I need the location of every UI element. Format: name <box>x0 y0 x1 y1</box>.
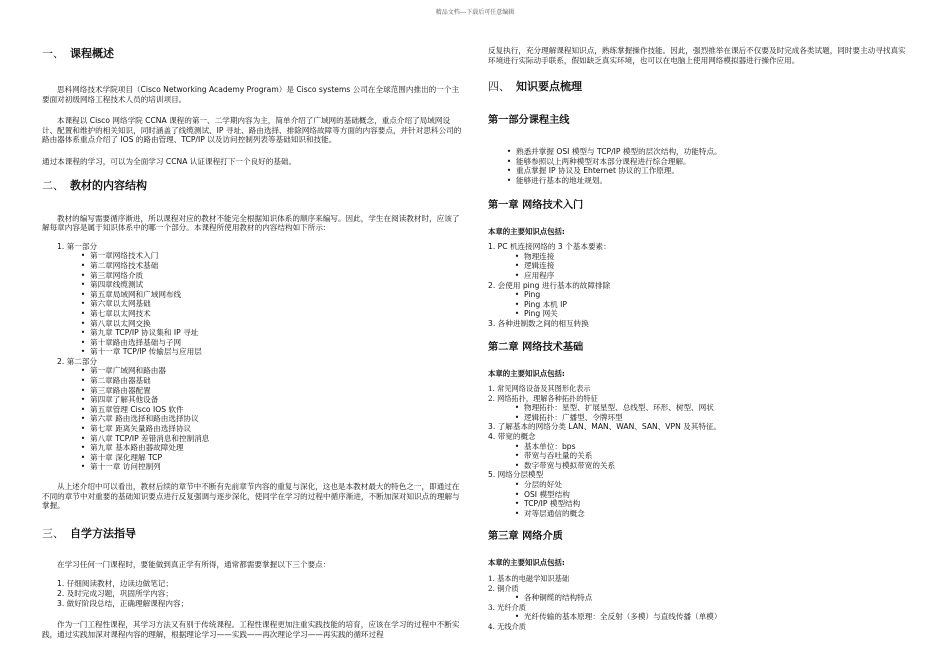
list-item: 2. 会使用 ping 进行基本的故障排除 <box>488 280 611 290</box>
list-item: • 数字带宽与模拟带宽的关系 <box>524 461 913 471</box>
list-item: • 重点掌握 IP 协议及 Ehternet 协议的工作原理。 <box>516 166 913 176</box>
list-item: • 第七章以太网技术 <box>90 309 462 319</box>
continued-paragraph: 反复执行，充分理解课程知识点，熟练掌握操作技能。因此，强烈推举在课后不仅要及时完成各类试题，同时要主动寻找真实环境进行实际动手联系，假如缺乏真实环境，也可以在电脑上使用网络模拟器进行操作应用。 <box>488 46 906 65</box>
list-item: • 基本单位：bps <box>524 442 913 452</box>
part-1-label: 1. 第一部分 <box>57 241 98 251</box>
list-item: • 第一章广域网和路由器 <box>90 366 462 376</box>
s2-paragraph-2: 从上述介绍中可以看出，教材后续的章节中不断有先前章节内容的重复与深化，这也是本教材最大的特色之一，即通过在不同的章节中对重要的基础知识要点进行反复强调与逐步深化，使同学在学习的过程中循序渐进，不断加深对知识点的理解与掌握。 <box>42 482 460 511</box>
list-item: • 逻辑连接 <box>524 261 913 271</box>
part-1-list <box>42 251 462 357</box>
list-item: • 第九章 TCP/IP 协议集和 IP 寻址 <box>90 328 462 338</box>
section-4-heading: 四、 知识要点梳理 <box>488 80 582 94</box>
part-2-list <box>42 366 462 472</box>
chapter-1-title: 第一章 网络技术入门 <box>488 199 584 211</box>
list-item: • 对等层通信的概念 <box>524 509 913 519</box>
s1-paragraph-3: 通过本课程的学习，可以为全面学习 CCNA 认证课程打下一个良好的基础。 <box>42 156 297 166</box>
list-item: 4. 带宽的概念 <box>488 432 536 442</box>
list-item: • 第四章了解其他设备 <box>90 395 462 405</box>
list-item: • 物理拓扑：星型、扩展星型、总线型、环形、树型、网状 <box>524 403 913 413</box>
s1-paragraph-2: 本课程以 Cisco 网络学院 CCNA 课程的第一、二学期内容为主，简单介绍了广域网的基础概念，重点介绍了局域网设计、配置和维护的相关知识，同时涵盖了线缆测试、IP 寻址、路由选择、排除网络故障等方面的内容要点，并针对思科公司的路由器体系重点介绍了 IOS 的路由管理、TCP/IP 以及访问控制列表等基础知识和技能。 <box>42 116 462 145</box>
list-item: • 第八章 TCP/IP 差错消息和控制消息 <box>90 434 462 444</box>
list-item: 3. 了解基本的网络分类 LAN、MAN、WAN、SAN、VPN 及其特征。 <box>488 422 722 432</box>
list-item: • 光纤传输的基本原理：全反射（多模）与直线传播（单模） <box>524 612 913 622</box>
list-item: • TCP/IP 模型结构 <box>524 499 913 509</box>
list-item: • 第六章以太网基础 <box>90 299 462 309</box>
list-item: 3. 各种进制数之间的相互转换 <box>488 318 589 328</box>
s3-paragraph-1: 在学习任何一门课程时，要能做到真正学有所得，通常都需要掌握以下三个要点： <box>57 559 331 569</box>
list-item: • 能够参照以上两种模型对本部分课程进行综合理解。 <box>516 157 913 167</box>
list-item: 1. 仔细阅读教材，边读边做笔记； <box>57 579 173 589</box>
part-2-label: 2. 第二部分 <box>57 356 98 366</box>
header-note: 精品文档---下载后可任意编辑 <box>435 9 515 16</box>
list-item: • 第十章路由选择基础与子网 <box>90 338 462 348</box>
section-3-heading: 三、 自学方法指导 <box>42 526 136 540</box>
list-item: • 第五章局域网和广域网布线 <box>90 290 462 300</box>
chapter-3-list <box>488 574 913 632</box>
chapter-3-title: 第三章 网络介质 <box>488 531 563 543</box>
list-item: 2. 及时完成习题，巩固所学内容； <box>57 588 173 598</box>
list-item: 5. 网络分层模型 <box>488 470 544 480</box>
list-item: • 第五章管理 Cisco IOS 软件 <box>90 405 462 415</box>
list-item: • 第一章网络技术入门 <box>90 251 462 261</box>
list-item: 3. 光纤介质 <box>488 602 526 612</box>
list-item: • 第八章以太网交换 <box>90 319 462 329</box>
list-item: 1. 基本的电磁学知识基础 <box>488 574 570 583</box>
list-item: • 第三章路由器配置 <box>90 386 462 396</box>
list-item: • 第十章 深化理解 TCP <box>90 453 462 463</box>
list-item: 2. 铜介质 <box>488 583 519 593</box>
list-item: • 能够进行基本的地址规划。 <box>516 176 913 186</box>
list-item: 4. 无线介质 <box>488 621 526 631</box>
chapter-2-list <box>488 384 913 518</box>
s3-paragraph-2: 作为一门工程性课程，其学习方法又有别于传统课程。工程性课程更加注重实践技能的培育，应该在学习的过程中不断实践，通过实践加深对课程内容的理解，根据理论学习——实践——再次理论学习——再实践的循环过程 <box>42 620 460 639</box>
right-column <box>488 46 913 632</box>
list-item: • 第三章网络介质 <box>90 271 462 281</box>
chapter-1-kp-label: 本章的主要知识点包括: <box>488 226 565 236</box>
list-item: • 第十一章 访问控制列 <box>90 462 462 472</box>
list-item: • 物理连接 <box>524 252 913 262</box>
chapter-2-kp-label: 本章的主要知识点包括: <box>488 368 565 378</box>
part-2 <box>42 357 462 472</box>
list-item: • 逻辑拓扑：广播型、令牌环型 <box>524 413 913 423</box>
list-item: • Ping 网关 <box>524 309 913 319</box>
chapter-1-list <box>488 242 913 328</box>
list-item: • 第九章 基本路由器故障处理 <box>90 443 462 453</box>
list-item: • 分层的好处 <box>524 480 913 490</box>
list-item: • OSI 模型结构 <box>524 490 913 500</box>
left-column <box>42 40 462 639</box>
list-item: 1. 常见网络设备及其图形化表示 <box>488 384 591 394</box>
chapter-3-kp-label: 本章的主要知识点包括: <box>488 558 565 568</box>
list-item: • 熟悉并掌握 OSI 模型与 TCP/IP 模型的层次结构，功能特点。 <box>516 147 913 157</box>
list-item: • Ping 本机 IP <box>524 300 913 310</box>
list-item: • 各种铜缆的结构特点 <box>524 593 913 603</box>
list-item: • 应用程序 <box>524 271 913 281</box>
list-item: 2. 网络拓扑，理解各种拓扑的特征 <box>488 393 598 403</box>
list-item: • 带宽与吞吐量的关系 <box>524 451 913 461</box>
list-item: • 第二章路由器基础 <box>90 376 462 386</box>
list-item: • Ping <box>524 290 913 300</box>
s1-paragraph-1: 思科网络技术学院项目（Cisco Networking Academy Program）是 Cisco systems 公司在全球范围内推出的一个主要面对初级网络工程技术人员的培训项目。 <box>42 85 460 104</box>
chapter-2-title: 第二章 网络技术基础 <box>488 341 584 353</box>
list-item: • 第七章 距离矢量路由选择协议 <box>90 424 462 434</box>
section-1-heading: 一、 课程概述 <box>42 47 114 60</box>
list-item: • 第二章网络技术基础 <box>90 261 462 271</box>
s2-paragraph-1: 教材的编写需要循序渐进，所以课程对应的教材不能完全根据知识体系的顺序来编写。因此，学生在阅读教材时，应该了解每章内容是属于知识体系中的哪一个部分。本课程所使用教材的内容结构如下所示: <box>42 213 460 233</box>
main-thread-list <box>488 147 913 185</box>
list-item: • 第十一章 TCP/IP 传输层与应用层 <box>90 347 462 357</box>
part-1-title: 第一部分课程主线 <box>488 115 570 127</box>
s3-list <box>42 579 462 608</box>
part-1 <box>42 242 462 357</box>
list-item: 3. 做好阶段总结，正确理解课程内容； <box>57 598 189 608</box>
list-item: • 第四章线缆测试 <box>90 280 462 290</box>
list-item: 1. PC 机连接网络的 3 个基本要素： <box>488 242 611 252</box>
list-item: • 第六章 路由选择和路由选择协议 <box>90 414 462 424</box>
section-2-heading: 二、 教材的内容结构 <box>42 178 147 192</box>
